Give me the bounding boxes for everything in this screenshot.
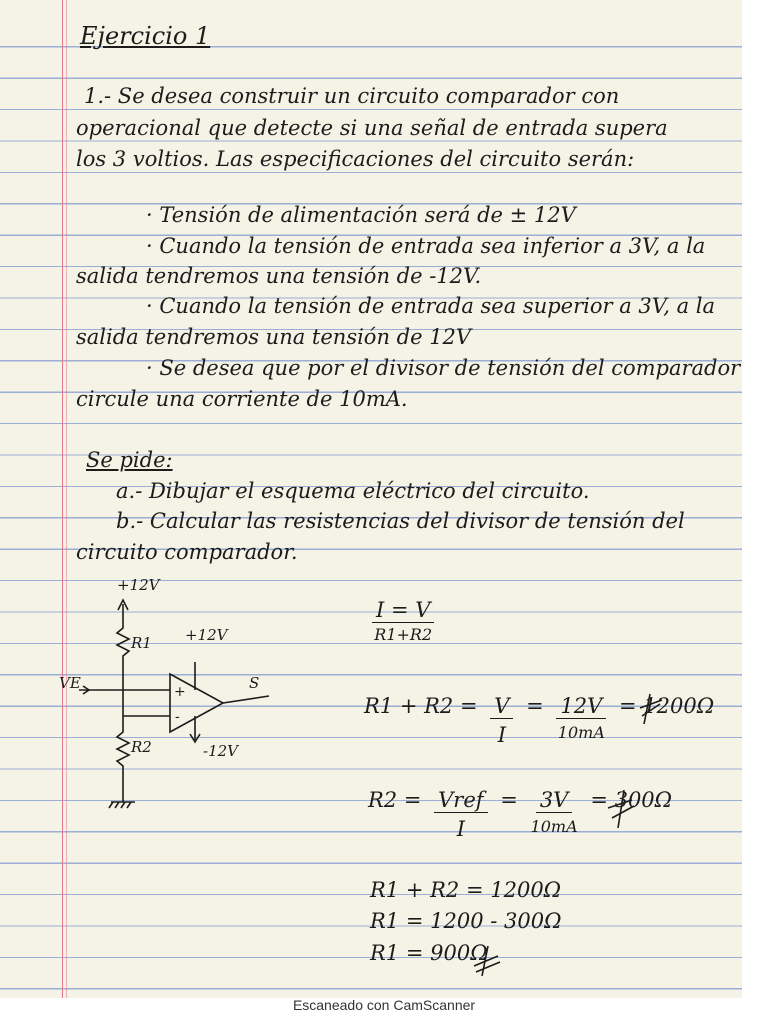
ask-a: a.- Dibujar el esquema eléctrico del circuito. bbox=[116, 479, 590, 503]
spec-high-1: · Cuando la tensión de entrada sea superior a 3V, a la bbox=[146, 294, 716, 318]
exercise-title: Ejercicio 1 bbox=[80, 22, 211, 50]
plus-terminal-label: + bbox=[174, 684, 186, 700]
equation-ohm-denominator: R1+R2 bbox=[374, 625, 433, 644]
spec-high-2: salida tendremos una tensión de 12V bbox=[76, 325, 472, 349]
eq3-den-2: 10mA bbox=[530, 817, 578, 836]
eq2-num-1: V bbox=[490, 696, 513, 719]
eq2-den-1: I bbox=[497, 723, 506, 747]
eq2-den-2: 10mA bbox=[557, 723, 605, 742]
equation-ohm-lhs: I = V bbox=[372, 600, 434, 623]
eq3-result: = 300Ω bbox=[590, 788, 673, 812]
statement-line-3: los 3 voltios. Las especificaciones del circuito serán: bbox=[76, 147, 635, 171]
eq2-lhs: R1 + R2 = bbox=[364, 694, 478, 718]
final-r1-expression: R1 = 1200 - 300Ω bbox=[370, 909, 562, 933]
eq3-num-2: 3V bbox=[536, 790, 573, 813]
asks-heading: Se pide: bbox=[86, 448, 173, 472]
opamp-pos-supply-label: +12V bbox=[185, 626, 228, 644]
eq3-equals: = bbox=[500, 788, 518, 812]
tick-mark-icon bbox=[474, 946, 500, 976]
minus-terminal-label: - bbox=[175, 709, 180, 725]
statement-line-1: 1.- Se desea construir un circuito comparador con bbox=[84, 84, 620, 108]
spec-current-2: circule una corriente de 10mA. bbox=[76, 387, 408, 411]
spec-current-1: · Se desea que por el divisor de tensión del comparador bbox=[146, 356, 741, 380]
eq2-equals: = bbox=[526, 694, 544, 718]
statement-line-2: operacional que detecte si una señal de entrada supera bbox=[76, 116, 668, 140]
eq3-lhs: R2 = bbox=[368, 788, 422, 812]
r2-label: R2 bbox=[131, 738, 152, 756]
opamp-neg-supply-label: -12V bbox=[203, 742, 238, 760]
input-label: VE bbox=[59, 674, 81, 692]
scanner-watermark: Escaneado con CamScanner bbox=[292, 997, 476, 1013]
eq2-num-2: 12V bbox=[556, 696, 606, 719]
spec-supply: · Tensión de alimentación será de ± 12V bbox=[146, 203, 576, 227]
eq2-result: = 1200Ω bbox=[618, 694, 715, 718]
final-r1-result: R1 = 900Ω bbox=[370, 941, 488, 965]
output-label: S bbox=[249, 674, 260, 692]
supply-top-label: +12V bbox=[117, 576, 160, 594]
tick-mark-icon bbox=[608, 790, 634, 828]
eq3-den-1: I bbox=[456, 817, 465, 841]
tick-mark-icon bbox=[640, 694, 662, 724]
eq3-num-1: Vref bbox=[434, 790, 487, 813]
ask-b-line-1: b.- Calcular las resistencias del divisor de tensión del bbox=[116, 509, 685, 533]
final-sum: R1 + R2 = 1200Ω bbox=[370, 878, 562, 902]
r1-label: R1 bbox=[131, 634, 152, 652]
spec-low-1: · Cuando la tensión de entrada sea inferior a 3V, a la bbox=[146, 234, 706, 258]
spec-low-2: salida tendremos una tensión de -12V. bbox=[76, 264, 482, 288]
ask-b-line-2: circuito comparador. bbox=[76, 540, 298, 564]
